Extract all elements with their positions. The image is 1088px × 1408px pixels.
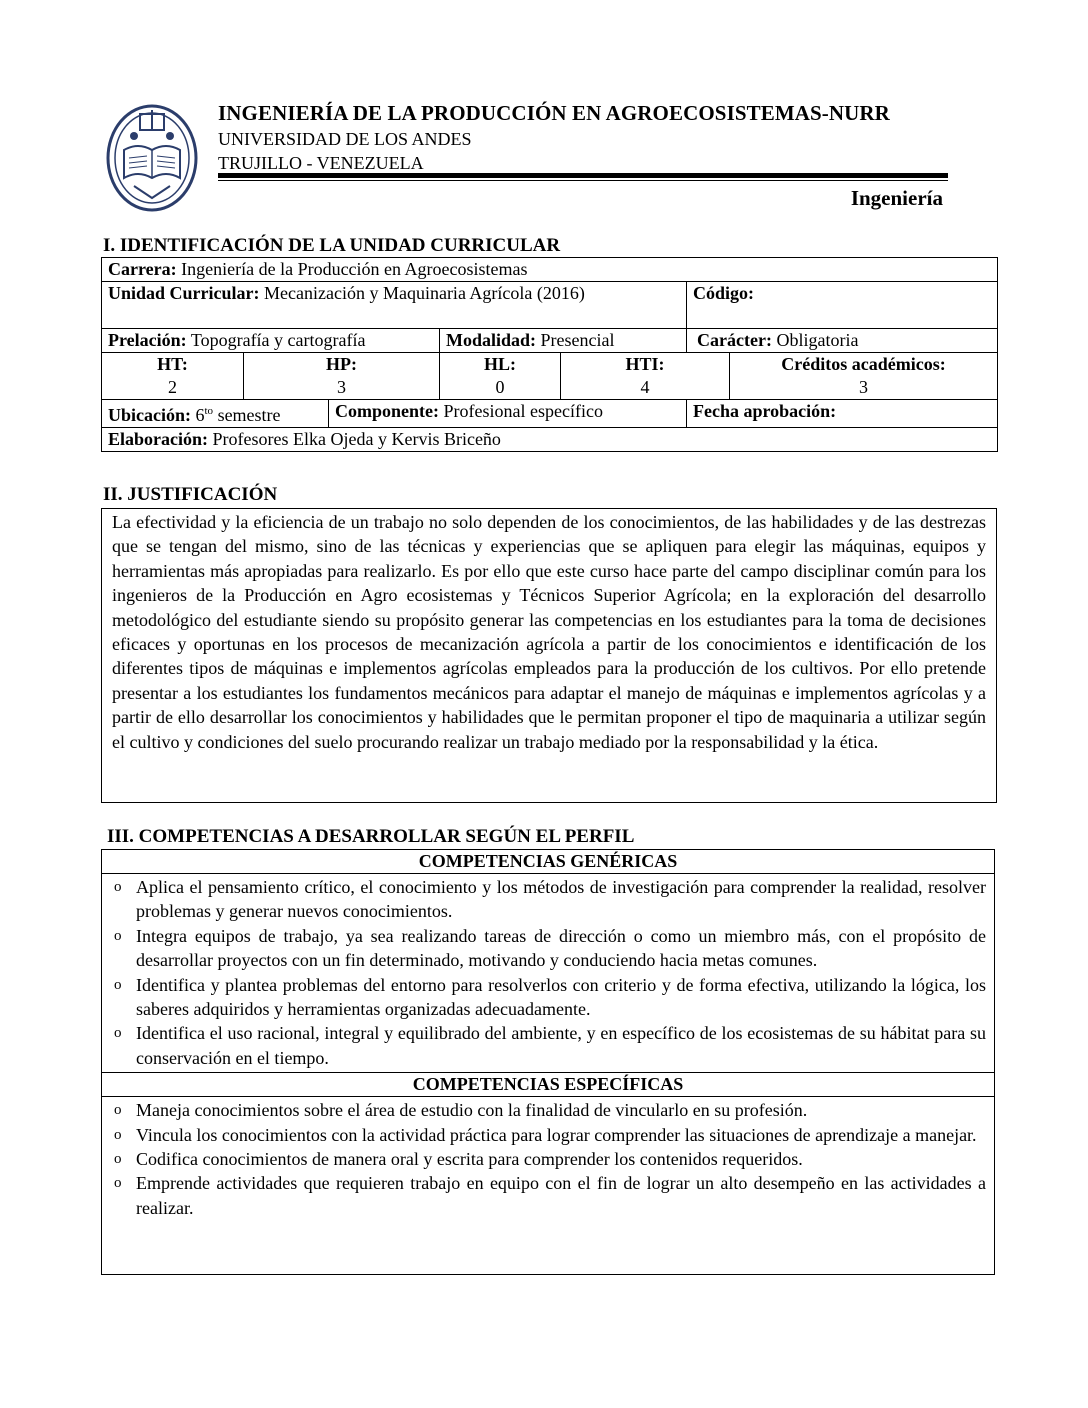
area-label: Ingeniería [850, 186, 943, 210]
list-item: o Aplica el pensamiento crítico, el conocimiento y los métodos de investigación para comprender la realidad, resolver problemas y generar nuevos conocimientos. [114, 877, 986, 922]
list-item: o Integra equipos de trabajo, ya sea realizando tareas de dirección o como un miembro más, con el propósito de desarrollar proyectos con un fin determinado, motivando y conduciendo hacia metas comunes. [114, 925, 986, 971]
section-1-title: I. IDENTIFICACIÓN DE LA UNIDAD CURRICULAR [103, 235, 561, 256]
codigo-cell: Código: [687, 282, 998, 329]
table-row [102, 400, 998, 428]
unidad-curricular-cell: Unidad Curricular: Mecanización y Maquinaria Agrícola (2016) [102, 282, 687, 329]
list-item: o Maneja conocimientos sobre el área de estudio con la finalidad de vincularlo en su profesión. [114, 1100, 808, 1121]
competencies-box [101, 849, 995, 1275]
generic-competencies-heading: COMPETENCIAS GENÉRICAS [102, 850, 994, 874]
table-row [102, 258, 998, 282]
justification-text: La efectividad y la eficiencia de un trabajo no solo dependen de los conocimientos, de las habilidades y de las destrezas que se tengan del mismo, sino de las técnicas y experiencias que se apliquen para elegir las máquinas, equipos y herramientas más apropiadas para realizarlo. Es por ello que este curso hace parte del campo disciplinar común para los ingenieros de la Producción en Agro ecosistemas y Técnicos Superior Agrícola; en la exploración del desarrollo metodológico del estudiante siendo su propósito generar las competencias en los estudiantes para la toma de decisiones eficaces y oportunas en los procesos de mecanización agrícola a partir de los conocimientos e identificación de los diferentes tipos de máquinas e implementos agrícolas empleados para la producción de los cultivos. Por ello pretende presentar a los estudiantes los fundamentos mecánicos para adaptar el manejo de máquinas e implementos agrícolas y a partir de ello desarrollar los conocimientos y habilidades que le permitan proponer el tipo de maquinaria a utilizar según el cultivo y condiciones del suelo procurando realizar un trabajo mediado por la responsabilidad y la ética. [101, 508, 997, 803]
componente-cell: Componente: Profesional específico [329, 400, 687, 428]
program-title: INGENIERÍA DE LA PRODUCCIÓN EN AGROECOSISTEMAS-NURR [218, 101, 890, 125]
ubicacion-cell: Ubicación: $6^{to}$ semestre [102, 400, 329, 428]
specific-competencies-list [102, 1097, 994, 1222]
list-item: o Emprende actividades que requieren trabajo en equipo con el fin de lograr un alto desempeño en las actividades a realizar. [114, 1173, 986, 1218]
prelacion-cell: Prelación: Topografía y cartografía [102, 329, 440, 353]
hp-cell: HP: 3 [244, 353, 440, 400]
elaboracion-cell: Elaboración: Profesores Elka Ojeda y Kervis Briceño [102, 428, 998, 452]
table-row [102, 428, 998, 452]
ht-cell: HT: 2 [102, 353, 244, 400]
list-item: o Codifica conocimientos de manera oral y escrita para comprender los contenidos requeridos. [114, 1149, 803, 1170]
modalidad-cell: Modalidad: Presencial [440, 329, 687, 353]
table-row [102, 329, 998, 353]
table-row [102, 282, 998, 329]
header-rule-thick [218, 173, 948, 178]
university-seal-logo [104, 100, 200, 212]
fecha-aprobacion-cell: Fecha aprobación: [687, 400, 998, 428]
caracter-cell: Carácter: Obligatoria [687, 329, 998, 353]
section-3-title: III. COMPETENCIAS A DESARROLLAR SEGÚN EL PERFIL [107, 826, 635, 847]
hti-cell: HTI: 4 [561, 353, 730, 400]
carrera-cell: Carrera: Ingeniería de la Producción en Agroecosistemas [102, 258, 998, 282]
section-2-title: II. JUSTIFICACIÓN [103, 484, 278, 505]
university-name: UNIVERSIDAD DE LOS ANDES [218, 129, 472, 149]
identification-table [101, 257, 998, 452]
table-row [102, 353, 998, 400]
list-item: o Identifica el uso racional, integral y equilibrado del ambiente, y en específico de los ecosistemas de su hábitat para su conservación en el tiempo. [114, 1023, 986, 1068]
list-item: o Identifica y plantea problemas del entorno para resolverlos con criterio y de forma efectiva, utilizando la lógica, los saberes adquiridos y herramientas organizadas adecuadamente. [114, 974, 986, 1020]
location: TRUJILLO - VENEZUELA [218, 153, 424, 173]
hl-cell: HL: 0 [440, 353, 561, 400]
creditos-cell: Créditos académicos: 3 [730, 353, 998, 400]
header-rule-thin [218, 180, 948, 181]
generic-competencies-list [102, 874, 994, 1072]
specific-competencies-heading: COMPETENCIAS ESPECÍFICAS [102, 1072, 994, 1097]
list-item: o Vincula los conocimientos con la actividad práctica para lograr comprender las situaciones de aprendizaje a manejar. [114, 1124, 977, 1145]
